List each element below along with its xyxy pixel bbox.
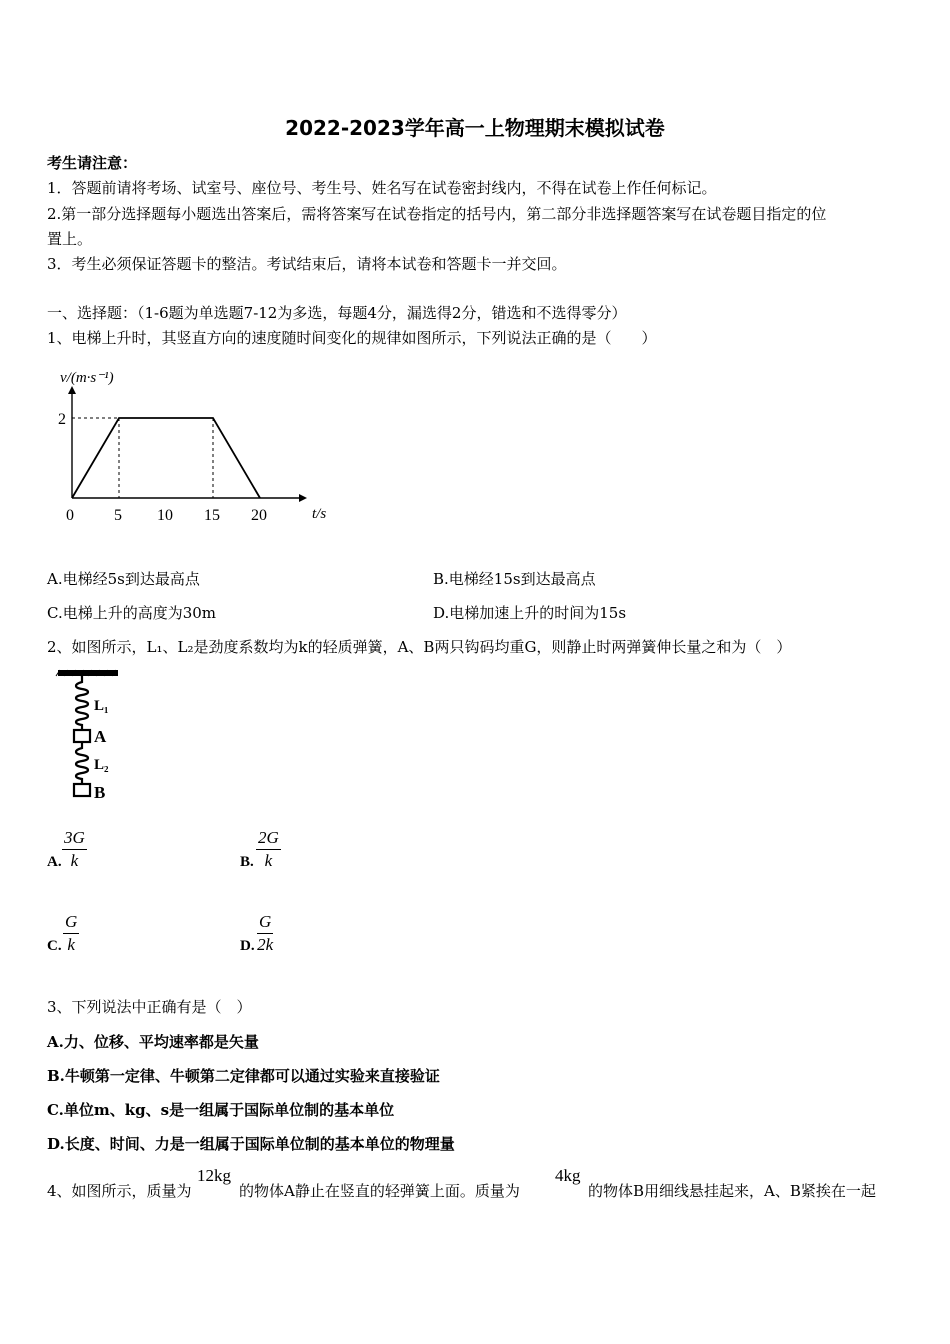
- q2-option-c-denominator: k: [67, 935, 75, 954]
- notice-item-3: 3．考生必须保证答题卡的整洁。考试结束后，请将本试卷和答题卡一并交回。: [47, 255, 567, 273]
- q2-option-b-label: B.: [240, 854, 254, 870]
- q4-mass-a: 12kg: [197, 1166, 231, 1185]
- q3-option-b: B.牛顿第一定律、牛顿第二定律都可以通过实验来直接验证: [47, 1067, 440, 1085]
- velocity-line: [72, 418, 260, 498]
- label-l2: L₂: [94, 757, 109, 773]
- notice-item-2-cont: 置上。: [47, 230, 93, 248]
- q1-option-d: D.电梯加速上升的时间为15s: [433, 604, 627, 622]
- q3-option-d: D.长度、时间、力是一组属于国际单位制的基本单位的物理量: [47, 1135, 455, 1153]
- y-axis-arrow: [68, 386, 76, 394]
- page-title: 2022-2023学年高一上物理期末模拟试卷: [285, 116, 665, 140]
- x-axis-label: t/s: [312, 506, 327, 522]
- y-tick-label-2: 2: [58, 411, 66, 428]
- q2-option-d-denominator: 2k: [257, 935, 274, 954]
- q2-option-d-numerator: G: [257, 912, 273, 934]
- q1-option-b: B.电梯经15s到达最高点: [433, 570, 596, 588]
- x-tick-label-20: 20: [251, 507, 267, 524]
- q1-option-c: C.电梯上升的高度为30m: [47, 604, 217, 622]
- q2-spring-figure: [56, 668, 136, 804]
- x-tick-label-5: 5: [114, 507, 122, 524]
- notice-item-2: 2.第一部分选择题每小题选出答案后，需将答案写在试卷指定的括号内，第二部分非选择题答案写在试卷题目指定的位: [47, 205, 827, 223]
- q2-stem: 2、如图所示，L₁、L₂是劲度系数均为k的轻质弹簧，A、B两只钩码均重G，则静止时两弹簧伸长量之和为（ ）: [47, 638, 792, 656]
- y-axis-label: v/(m·s⁻¹): [60, 370, 114, 386]
- q3-option-c: C.单位m、kg、s是一组属于国际单位制的基本单位: [47, 1101, 395, 1119]
- label-l1: L₁: [94, 698, 109, 714]
- q4-stem-part3: 的物体B用细线悬挂起来，A、B紧挨在一起: [588, 1182, 876, 1200]
- notice-item-1: 1．答题前请将考场、试室号、座位号、考生号、姓名写在试卷密封线内，不得在试卷上作任何标记。: [47, 179, 717, 197]
- q1-velocity-time-chart: [52, 362, 327, 532]
- q2-option-b-denominator: k: [264, 851, 273, 870]
- q2-option-b-fraction: [256, 828, 281, 871]
- weight-a-box: [74, 730, 90, 742]
- q2-option-a-label: A.: [47, 854, 62, 870]
- q2-option-a-numerator: 3G: [62, 828, 87, 850]
- q4-mass-b: 4kg: [555, 1166, 581, 1185]
- q4-stem-part2: 的物体A静止在竖直的轻弹簧上面。质量为: [239, 1182, 520, 1200]
- weight-b-box: [74, 784, 90, 796]
- x-tick-label-15: 15: [204, 507, 220, 524]
- spring-l1: [76, 676, 88, 730]
- q2-option-c-label: C.: [47, 938, 62, 954]
- q4-stem-part1: 4、如图所示，质量为: [47, 1182, 192, 1200]
- q3-stem: 3、下列说法中正确有是（ ）: [47, 998, 252, 1016]
- q1-stem: 1、电梯上升时，其竖直方向的速度随时间变化的规律如图所示，下列说法正确的是（ ）: [47, 329, 657, 347]
- spring-l2: [76, 742, 88, 784]
- q2-option-b-numerator: 2G: [256, 828, 281, 850]
- q2-option-a-fraction: [62, 828, 87, 871]
- x-axis-arrow: [299, 494, 307, 502]
- q3-option-a: A.力、位移、平均速率都是矢量: [47, 1033, 259, 1051]
- notice-heading: 考生请注意：: [47, 154, 138, 172]
- q2-option-c-fraction: [63, 912, 79, 955]
- q2-option-a-denominator: k: [70, 851, 79, 870]
- label-a: A: [94, 727, 107, 746]
- x-tick-label-10: 10: [157, 507, 173, 524]
- q2-option-d-label: D.: [240, 938, 255, 954]
- x-tick-label-0: 0: [66, 507, 74, 524]
- q1-option-a: A.电梯经5s到达最高点: [47, 570, 200, 588]
- section-heading: 一、选择题：（1-6题为单选题7-12为多选，每题4分，漏选得2分，错选和不选得零分）: [47, 304, 627, 322]
- label-b: B: [94, 783, 106, 802]
- q2-option-c-numerator: G: [63, 912, 79, 934]
- q2-option-d-fraction: [257, 912, 273, 955]
